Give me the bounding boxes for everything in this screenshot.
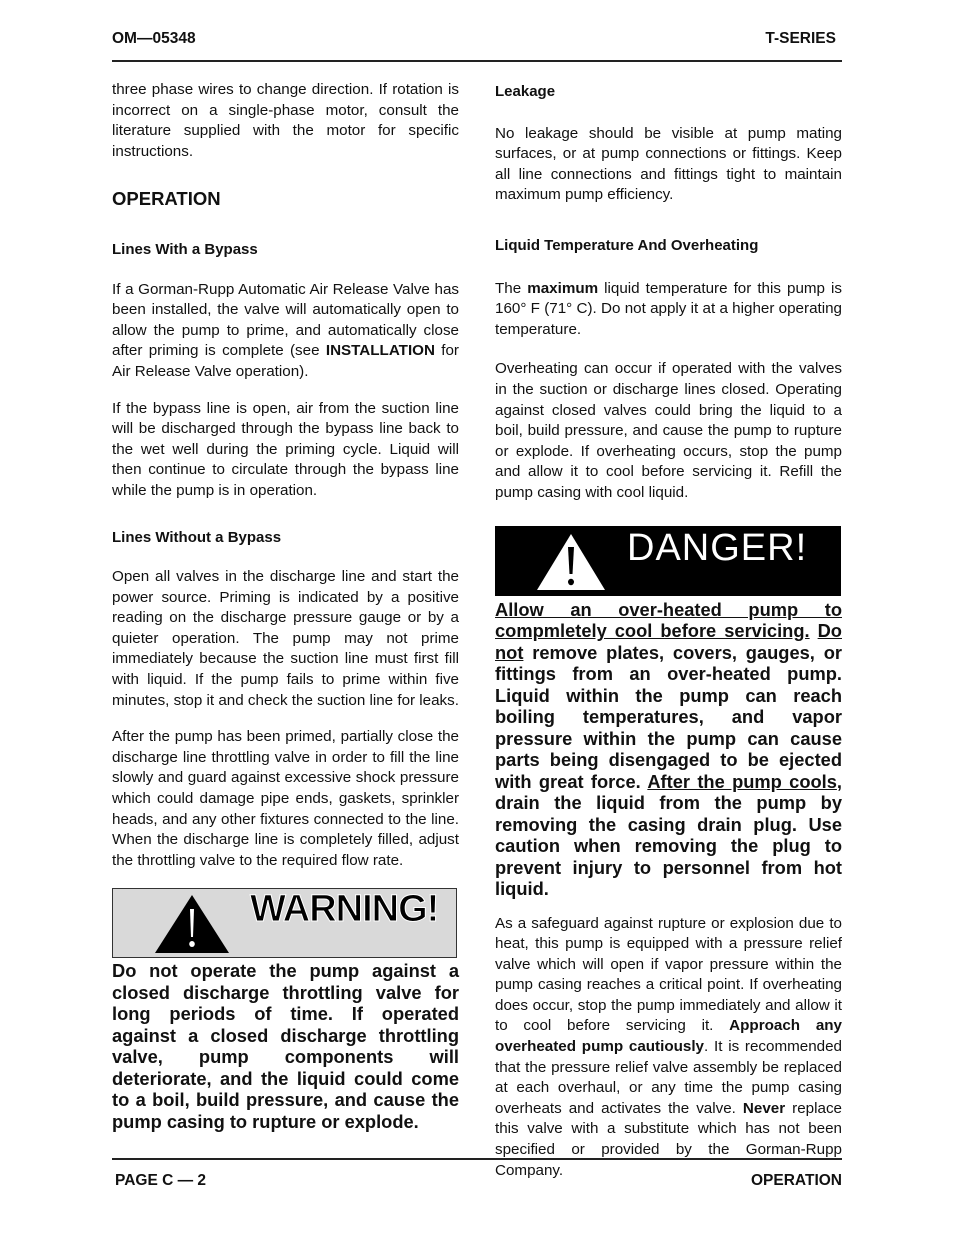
temperature-paragraph-1 bbox=[495, 279, 842, 341]
leakage-paragraph: No leakage should be visible at pump mating surfaces, or at pump connections or fittings. Keep all line connections and fittings tight to maintain maximum pump efficiency. bbox=[495, 124, 842, 204]
danger-underlined-1: Allow an over-heated pump to compmletely cool before servicing. bbox=[495, 598, 842, 641]
text-run: liquid temperature for this pump is 160° F (71° C). Do not apply it at a higher operating temperature. bbox=[495, 279, 843, 338]
danger-text-run: remove plates, covers, gauges, or fittings from an over-heated pump. Liquid within the pump can reach boiling temperatures, and vapor pressure within the pump can cause parts being disengaged to be ejected with great force. bbox=[495, 641, 842, 792]
text-run: . It is recommended that the pressure relief valve assembly be replaced at each overhaul, or any time the pump casing overheats and activates the valve. bbox=[495, 1038, 843, 1117]
danger-underlined-3: After the pump cools bbox=[647, 770, 837, 792]
relief-valve-paragraph bbox=[495, 914, 842, 1182]
footer-section: OPERATION bbox=[751, 1172, 842, 1189]
warning-label: WARNING! bbox=[250, 888, 439, 931]
text-run: If a Gorman-Rupp Automatic Air Release Valve has been installed, the valve will automatically open to allow the pump to prime, and automatically close after priming is complete (see bbox=[112, 280, 459, 360]
leakage-heading: Leakage bbox=[495, 83, 556, 100]
danger-text-run: , drain the liquid from the pump by removing the casing drain plug. Use caution when removing the plug to prevent injury to personnel from hot liquid. bbox=[495, 770, 842, 899]
warning-box bbox=[112, 888, 457, 958]
danger-label: DANGER! bbox=[627, 526, 808, 569]
installation-ref: INSTALLATION bbox=[325, 342, 435, 360]
bypass-paragraph-1 bbox=[112, 280, 459, 383]
danger-underlined-2: Do not bbox=[495, 620, 842, 663]
intro-paragraph: three phase wires to change direction. If rotation is incorrect on a single-phase motor, consult the literature supplied with the motor for specific instructions. bbox=[112, 81, 459, 160]
header-doc-number: OM—05348 bbox=[112, 30, 196, 47]
text-run: As a safeguard against rupture or explosion due to heat, this pump is equipped with a pressure relief valve which will open if vapor pressure within the pump casing reaches a critical point. If overheating does occur, stop the pump immediately and allow it to cool before servicing it. bbox=[495, 914, 842, 1035]
danger-box bbox=[495, 526, 841, 596]
nobypass-paragraph-2: After the pump has been primed, partially close the discharge line throttling valve in order to fill the line slowly and guard against excessive shock pressure which could damage pipe ends, gaskets, sprinkler heads, and any other fixtures connected to the line. When the discharge line is completely filled, adjust the throttling valve to the required flow rate. bbox=[112, 728, 459, 869]
temperature-paragraph-2: Overheating can occur if operated with the valves in the suction or discharge lines closed. Operating against closed valves could bring the liquid to a boil, build pressure, and cause the pump to rupture or explode. If overheating occurs, stop the pump and allow it to cool before servicing it. Refill the pump casing with cool liquid. bbox=[495, 360, 842, 501]
header-series: T-SERIES bbox=[765, 30, 836, 47]
top-rule bbox=[112, 60, 842, 62]
warning-triangle-icon bbox=[153, 893, 231, 955]
maximum-emphasis: maximum bbox=[527, 279, 599, 297]
temperature-heading: Liquid Temperature And Overheating bbox=[495, 236, 759, 254]
danger-triangle-icon bbox=[535, 532, 607, 592]
danger-text bbox=[495, 599, 842, 900]
bypass-heading: Lines With a Bypass bbox=[112, 240, 258, 258]
warning-text: Do not operate the pump against a closed discharge throttling valve for long periods of time. If operated against a closed discharge throttling valve, pump components will deteriorate, and the liquid could come to a boil, build pressure, and cause the pump casing to rupture or explode. bbox=[112, 960, 459, 1132]
text-run: for Air Release Valve operation). bbox=[112, 342, 459, 380]
approach-emphasis: Approach any overheated pump cautiously bbox=[495, 1017, 842, 1056]
text-run: replace this valve with a substitute which has not been specified or provided by the Gorman-Rupp Company. bbox=[495, 1099, 842, 1179]
nobypass-paragraph-1: Open all valves in the discharge line and start the power source. Priming is indicated by a positive reading on the discharge pressure gauge or by a quieter operation. The pump may not prime immediately because the suction line must first fill with liquid. If the pump fails to prime within five minutes, stop it and check the suction line for leaks. bbox=[112, 568, 459, 709]
footer-page-number: PAGE C — 2 bbox=[115, 1172, 207, 1189]
never-emphasis: Never bbox=[742, 1099, 786, 1117]
operation-heading: OPERATION bbox=[112, 188, 221, 210]
left-column bbox=[112, 80, 459, 1132]
text-run: The bbox=[495, 279, 528, 297]
right-column bbox=[495, 80, 842, 1181]
nobypass-heading: Lines Without a Bypass bbox=[112, 528, 282, 546]
bottom-rule bbox=[112, 1158, 842, 1160]
bypass-paragraph-2: If the bypass line is open, air from the suction line will be discharged through the bypass line back to the wet well during the priming cycle. Liquid will then continue to circulate through the bypass line while the pump is in operation. bbox=[112, 399, 459, 499]
